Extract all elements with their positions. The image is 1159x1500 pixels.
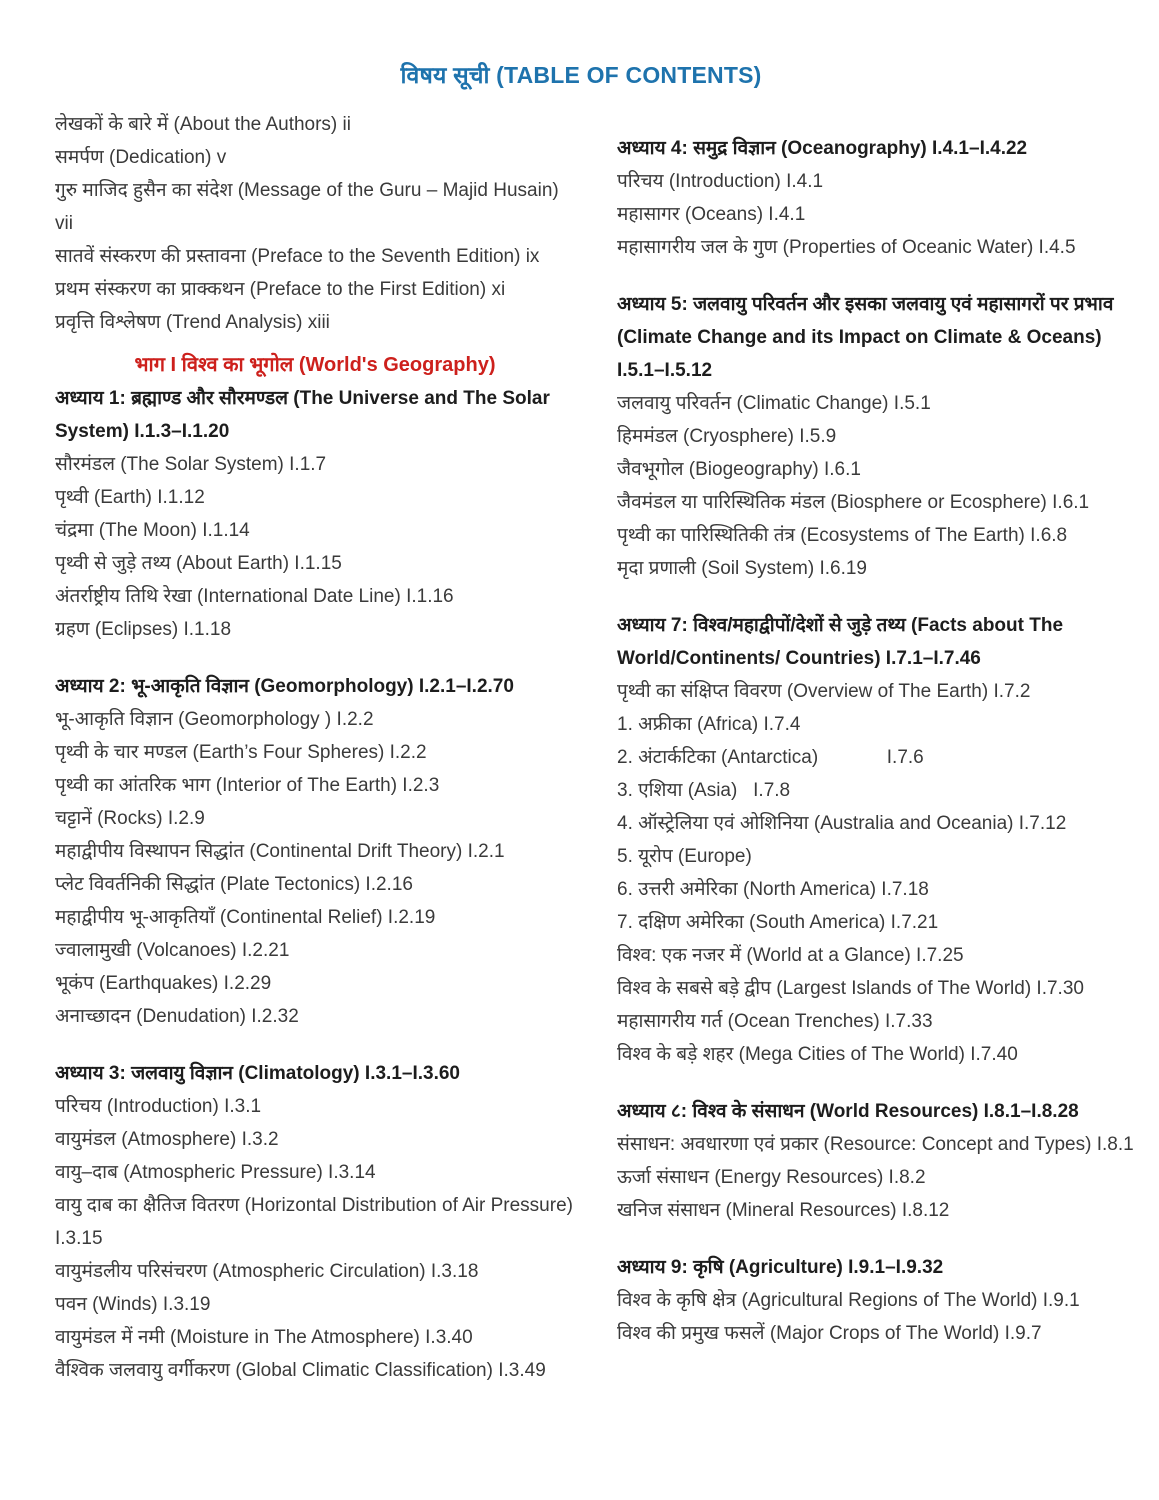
front-matter-entry: लेखकों के बारे में (About the Authors) ii [55,114,351,135]
toc-entry: विश्व के कृषि क्षेत्र (Agricultural Regions of The World) I.9.1 [617,1290,1080,1311]
toc-entry: 5. यूरोप (Europe) [617,846,752,867]
toc-entry: ज्वालामुखी (Volcanoes) I.2.21 [55,940,290,961]
toc-entry: विश्व: एक नजर में (World at a Glance) I.7.25 [617,945,964,966]
toc-entry: सौरमंडल (The Solar System) I.1.7 [55,454,327,475]
toc-entry: खनिज संसाधन (Mineral Resources) I.8.12 [617,1200,950,1221]
chapter-block [617,132,1147,264]
front-matter-entry: समर्पण (Dedication) v [55,147,227,168]
toc-entry: मृदा प्रणाली (Soil System) I.6.19 [617,558,867,579]
toc-entry: जलवायु परिवर्तन (Climatic Change) I.5.1 [617,393,931,414]
toc-entry: प्लेट विवर्तनिकी सिद्धांत (Plate Tectonics) I.2.16 [55,874,413,895]
toc-entry: अंतर्राष्ट्रीय तिथि रेखा (International Date Line) I.1.16 [55,586,454,607]
toc-entry: वायुमंडलीय परिसंचरण (Atmospheric Circulation) I.3.18 [55,1261,479,1282]
right-column [617,108,1147,1350]
toc-entry: अनाच्छादन (Denudation) I.2.32 [55,1006,299,1027]
part-heading: भाग I विश्व का भूगोल (World's Geography) [134,354,496,376]
chapter-heading: अध्याय ८: विश्व के संसाधन (World Resources) I.8.1–I.8.28 [617,1101,1079,1122]
toc-entry: वायु दाब का क्षैतिज वितरण (Horizontal Distribution of Air Pressure) I.3.15 [55,1195,573,1249]
toc-entry: जैवमंडल या पारिस्थितिक मंडल (Biosphere or Ecosphere) I.6.1 [617,492,1090,513]
front-matter-entry: प्रवृत्ति विश्लेषण (Trend Analysis) xiii [55,312,330,333]
toc-entry: पृथ्वी का आंतरिक भाग (Interior of The Earth) I.2.3 [55,775,440,796]
toc-entry: महाद्वीपीय विस्थापन सिद्धांत (Continental Drift Theory) I.2.1 [55,841,505,862]
front-matter-list [55,108,575,339]
chapter-block [617,1095,1147,1227]
toc-entry: महाद्वीपीय भू-आकृतियाँ (Continental Relief) I.2.19 [55,907,436,928]
chapter-heading: अध्याय 1: ब्रह्माण्ड और सौरमण्डल (The Universe and The Solar System) I.1.3–I.1.20 [55,388,550,442]
front-matter-entry: प्रथम संस्करण का प्राक्कथन (Preface to the First Edition) xi [55,279,506,300]
toc-entry: ग्रहण (Eclipses) I.1.18 [55,619,232,640]
left-column [55,108,575,1387]
chapter-heading: अध्याय 4: समुद्र विज्ञान (Oceanography) I.4.1–I.4.22 [617,138,1028,159]
toc-entry: 3. एशिया (Asia) I.7.8 [617,780,791,801]
toc-entry: वायु–दाब (Atmospheric Pressure) I.3.14 [55,1162,376,1183]
toc-entry: पवन (Winds) I.3.19 [55,1294,211,1315]
toc-entry: महासागर (Oceans) I.4.1 [617,204,806,225]
toc-entry: पृथ्वी से जुड़े तथ्य (About Earth) I.1.15 [55,553,342,574]
toc-entry: पृथ्वी का संक्षिप्त विवरण (Overview of The Earth) I.7.2 [617,681,1031,702]
toc-entry: वायुमंडल में नमी (Moisture in The Atmosphere) I.3.40 [55,1327,473,1348]
toc-entry: जैवभूगोल (Biogeography) I.6.1 [617,459,861,480]
chapter-heading: अध्याय 5: जलवायु परिवर्तन और इसका जलवायु एवं महासागरों पर प्रभाव (Climate Change and its Impact on Climate & Oceans) I.5.1–I.5.12 [617,294,1114,381]
chapter-heading: अध्याय 3: जलवायु विज्ञान (Climatology) I.3.1–I.3.60 [55,1063,460,1084]
toc-entry: 7. दक्षिण अमेरिका (South America) I.7.21 [617,912,939,933]
toc-columns [55,108,1147,1387]
chapter-block [55,1057,575,1387]
toc-entry: पृथ्वी (Earth) I.1.12 [55,487,205,508]
toc-entry: महासागरीय जल के गुण (Properties of Oceanic Water) I.4.5 [617,237,1076,258]
toc-entry: ऊर्जा संसाधन (Energy Resources) I.8.2 [617,1167,926,1188]
toc-entry: वैश्विक जलवायु वर्गीकरण (Global Climatic Classification) I.3.49 [55,1360,546,1381]
chapter-block [617,609,1147,1071]
toc-entry: हिममंडल (Cryosphere) I.5.9 [617,426,837,447]
toc-entry: 6. उत्तरी अमेरिका (North America) I.7.18 [617,879,929,900]
toc-entry: महासागरीय गर्त (Ocean Trenches) I.7.33 [617,1011,933,1032]
toc-entry: विश्व की प्रमुख फसलें (Major Crops of The World) I.9.7 [617,1323,1042,1344]
toc-entry: विश्व के बड़े शहर (Mega Cities of The World) I.7.40 [617,1044,1018,1065]
toc-entry: पृथ्वी के चार मण्डल (Earth’s Four Spheres) I.2.2 [55,742,427,763]
chapter-heading: अध्याय 7: विश्व/महाद्वीपों/देशों से जुड़े तथ्य (Facts about The World/Continents/ Countries) I.7.1–I.7.46 [617,615,1064,669]
toc-entry: 4. ऑस्ट्रेलिया एवं ओशिनिया (Australia and Oceania) I.7.12 [617,813,1067,834]
chapter-heading: अध्याय 9: कृषि (Agriculture) I.9.1–I.9.32 [617,1257,944,1278]
page-title: विषय सूची (TABLE OF CONTENTS) [400,62,762,88]
toc-entry: परिचय (Introduction) I.3.1 [55,1096,262,1117]
toc-entry: भूकंप (Earthquakes) I.2.29 [55,973,272,994]
chapter-block [55,382,575,646]
toc-entry: 2. अंटार्कटिका (Antarctica) I.7.6 [617,747,924,768]
front-matter-entry: सातवें संस्करण की प्रस्तावना (Preface to the Seventh Edition) ix [55,246,540,267]
chapter-heading: अध्याय 2: भू-आकृति विज्ञान (Geomorphology) I.2.1–I.2.70 [55,676,514,697]
chapter-block [617,1251,1147,1350]
toc-entry: विश्व के सबसे बड़े द्वीप (Largest Islands of The World) I.7.30 [617,978,1084,999]
toc-entry: पृथ्वी का पारिस्थितिकी तंत्र (Ecosystems of The Earth) I.6.8 [617,525,1068,546]
toc-entry: भू-आकृति विज्ञान (Geomorphology ) I.2.2 [55,709,374,730]
chapter-block [617,288,1147,585]
toc-entry: चंद्रमा (The Moon) I.1.14 [55,520,250,541]
toc-entry: संसाधन: अवधारणा एवं प्रकार (Resource: Concept and Types) I.8.1 [617,1134,1134,1155]
toc-entry: चट्टानें (Rocks) I.2.9 [55,808,205,829]
toc-entry: परिचय (Introduction) I.4.1 [617,171,824,192]
chapter-block [55,670,575,1033]
toc-entry: 1. अफ्रीका (Africa) I.7.4 [617,714,801,735]
front-matter-entry: गुरु माजिद हुसैन का संदेश (Message of the Guru – Majid Husain) vii [55,180,559,234]
toc-entry: वायुमंडल (Atmosphere) I.3.2 [55,1129,279,1150]
